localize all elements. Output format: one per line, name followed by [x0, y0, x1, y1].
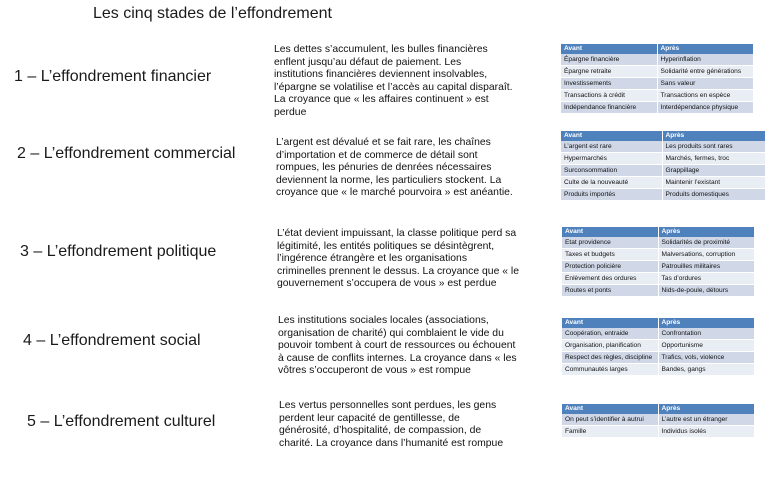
cell-avant: Famille — [562, 426, 658, 438]
cell-apres: Individus isolés — [658, 426, 754, 438]
table-row — [562, 340, 754, 352]
cell-avant: Investissements — [561, 78, 657, 90]
table-row — [561, 66, 753, 78]
cell-avant: Transactions à crédit — [561, 90, 657, 102]
cell-avant: L’argent est rare — [561, 141, 662, 153]
cell-apres: Interdépendance physique — [657, 102, 753, 114]
table-row — [562, 237, 754, 249]
stage-title-social: 4 – L’effondrement social — [23, 332, 201, 349]
cell-apres: Tas d’ordures — [658, 273, 754, 285]
description-line: L’argent est dévalué et se fait rare, les chaînes — [276, 137, 491, 148]
description-line: à cause de conflits internes. La croyance dans « les — [278, 352, 517, 364]
stage-description-culturel — [279, 400, 503, 450]
stage-description-politique — [277, 228, 519, 291]
comparison-table-social — [562, 318, 754, 376]
comparison-table-commercial — [561, 131, 765, 201]
cell-avant: Hypermarchés — [561, 153, 662, 165]
description-line: Les institutions sociales locales (associations, — [278, 315, 489, 326]
cell-apres: Opportunisme — [658, 340, 754, 352]
description-line: L’état devient impuissant, la classe politique perd sa — [277, 228, 517, 239]
stage-description-commercial — [276, 137, 513, 200]
cell-apres: Bandes, gangs — [658, 364, 754, 376]
cell-avant: Enlèvement des ordures — [562, 273, 658, 285]
table-row — [561, 165, 765, 177]
cell-apres: Nids-de-poule, détours — [658, 285, 754, 297]
cell-apres: Les produits sont rares — [662, 141, 765, 153]
column-header-apres: Après — [657, 44, 753, 54]
description-line: criminelles prennent le dessus. La croyance que « le — [277, 265, 520, 277]
table-row — [561, 90, 753, 102]
description-line: pouvoir tombent à court de ressources ou échouent — [278, 340, 516, 352]
stage-title-culturel: 5 – L’effondrement culturel — [27, 413, 216, 430]
cell-apres: Malversations, corruption — [658, 249, 754, 261]
column-header-avant: Avant — [562, 227, 658, 237]
cell-avant: Surconsommation — [561, 165, 662, 177]
table-row — [561, 78, 753, 90]
description-line: croyance que « le marché pourvoira » est anéantie. — [276, 187, 513, 199]
table-row — [562, 352, 754, 364]
cell-avant: Respect des règles, discipline — [562, 352, 658, 364]
column-header-apres: Après — [662, 131, 765, 141]
description-line: vôtres s’occuperont de vous » est rompue — [278, 365, 471, 377]
cell-apres: Confrontation — [658, 328, 754, 340]
column-header-apres: Après — [658, 404, 754, 414]
comparison-table-culturel — [562, 404, 754, 438]
cell-apres: Sans valeur — [657, 78, 753, 90]
stage-title-politique: 3 – L’effondrement politique — [20, 243, 217, 260]
description-line: La croyance que « les affaires continuent » est — [274, 94, 489, 106]
description-line: institutions financières deviennent insolvables, — [274, 69, 488, 81]
table-row — [561, 177, 765, 189]
description-line: organisation de charité) qui comblaient le vide du — [278, 327, 504, 339]
description-line: gouvernement s’occupera de vous » est perdue — [277, 278, 497, 290]
description-line: perdue — [274, 106, 307, 118]
cell-avant: Organisation, planification — [562, 340, 658, 352]
cell-avant: Routes et ponts — [562, 285, 658, 297]
stage-title-commercial: 2 – L’effondrement commercial — [17, 145, 236, 162]
column-header-avant: Avant — [562, 318, 658, 328]
cell-avant: Communautés larges — [562, 364, 658, 376]
column-header-apres: Après — [658, 227, 754, 237]
comparison-table-financier — [561, 44, 753, 114]
table-row — [562, 249, 754, 261]
description-line: légitimité, les entités politiques se désintègrent, — [277, 240, 495, 252]
description-line: l’épargne se volatilise et l’accès au capital disparaît. — [274, 81, 513, 93]
table-row — [561, 54, 753, 66]
cell-avant: Produits importés — [561, 189, 662, 201]
cell-avant: Épargne financière — [561, 54, 657, 66]
stage-description-social — [278, 315, 517, 378]
stage-description-financier — [274, 44, 513, 120]
cell-apres: Solidarités de proximité — [658, 237, 754, 249]
cell-avant: Etat providence — [562, 237, 658, 249]
table-row — [561, 141, 765, 153]
cell-avant: Épargne retraite — [561, 66, 657, 78]
table-row — [561, 102, 753, 114]
cell-avant: Culte de la nouveauté — [561, 177, 662, 189]
cell-apres: Produits domestiques — [662, 189, 765, 201]
stage-title-financier: 1 – L’effondrement financier — [14, 68, 212, 85]
cell-apres: Maintenir l’existant — [662, 177, 765, 189]
description-line: perdent leur capacité de gentillesse, de — [279, 412, 460, 424]
cell-apres: Transactions en espèce — [657, 90, 753, 102]
description-line: enflent jusqu’au défaut de paiement. Les — [274, 56, 462, 68]
description-line: charité. La croyance dans l’humanité est rompue — [279, 437, 504, 449]
table-row — [562, 426, 754, 438]
table-row — [562, 273, 754, 285]
cell-apres: Grappillage — [662, 165, 765, 177]
description-line: Les dettes s’accumulent, les bulles financières — [274, 44, 488, 55]
description-line: deviennent la norme, les particuliers stockent. La — [276, 174, 502, 186]
description-line: générosité, d’hospitalité, de compassion, de — [279, 425, 482, 437]
table-row — [561, 189, 765, 201]
table-row — [561, 153, 765, 165]
table-row — [562, 285, 754, 297]
column-header-avant: Avant — [562, 404, 658, 414]
cell-avant: Taxes et budgets — [562, 249, 658, 261]
cell-avant: Protection policière — [562, 261, 658, 273]
table-row — [562, 328, 754, 340]
table-row — [562, 414, 754, 426]
column-header-apres: Après — [658, 318, 754, 328]
description-line: l’ingérence étrangère et les organisations — [277, 253, 468, 265]
cell-apres: L’autre est un étranger — [658, 414, 754, 426]
cell-avant: Coopération, entraide — [562, 328, 658, 340]
column-header-avant: Avant — [561, 131, 662, 141]
table-row — [562, 261, 754, 273]
cell-apres: Solidarité entre générations — [657, 66, 753, 78]
cell-avant: On peut s’identifier à autrui — [562, 414, 658, 426]
description-line: d’importation et de commerce de détail sont — [276, 149, 478, 161]
cell-apres: Marchés, fermes, troc — [662, 153, 765, 165]
description-line: Les vertus personnelles sont perdues, les gens — [279, 400, 497, 411]
description-line: rompues, les pénuries de denrées nécessaires — [276, 162, 492, 174]
page-title: Les cinq stades de l’effondrement — [93, 5, 332, 22]
cell-apres: Trafics, vols, violence — [658, 352, 754, 364]
cell-apres: Hyperinflation — [657, 54, 753, 66]
column-header-avant: Avant — [561, 44, 657, 54]
cell-avant: Indépendance financière — [561, 102, 657, 114]
comparison-table-politique — [562, 227, 754, 297]
cell-apres: Patrouilles militaires — [658, 261, 754, 273]
table-row — [562, 364, 754, 376]
